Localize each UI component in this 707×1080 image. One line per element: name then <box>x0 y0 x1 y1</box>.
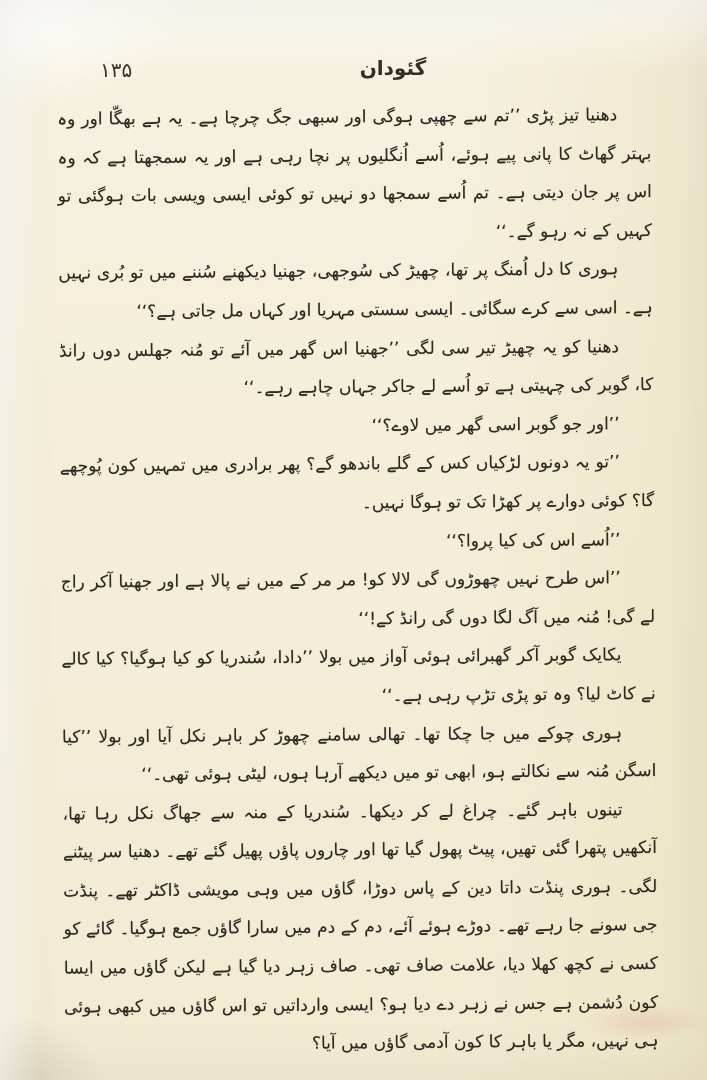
paragraph-7: ’’اس طرح نہیں چھوڑوں گی لالا کو! مر مر کے میں نے پالا ہے اور جھنیا آکر راج لے گی! مُنہ میں آگ لگا دوں گی رانڈ کے!‘‘ <box>60 568 656 630</box>
page-number: ۱۳۵ <box>100 58 133 82</box>
paragraph-6: ’’اُسے اس کی کیا پروا؟‘‘ <box>446 529 621 552</box>
paragraph-9: ہوری چوکے میں جا چکا تھا۔ تھالی سامنے چھوڑ کر باہر نکل آیا اور بولا ’’کیا اسگن مُنہ سے نکالتے ہو، ابھی تو میں دیکھے آرہا ہوں، لیٹی ہوئی تھی۔‘‘ <box>61 722 657 786</box>
paragraph-2: ہوری کا دل اُمنگ پر تھا، چھیڑ کی سُوجھی، جھنیا دیکھنے سُننے میں تو بُری نہیں ہے۔ اسی سے کرے سگائی۔ ایسی سستی مہریا اور کہاں مل جاتی ہے؟‘‘ <box>58 259 653 323</box>
paragraph-3: دھنیا کو یہ چھیڑ تیر سی لگی ’’جھنیا اس گھر میں آئے تو مُنہ جھلس دوں رانڈ کا، گوبر کی چہیتی ہے تو اُسے لے جاکر جہاں چاہے رہے۔‘‘ <box>58 336 654 399</box>
paragraph-1: دھنیا تیز پڑی ’’تم سے چھپی ہوگی اور سبھی جگ چرچا ہے۔ یہ ہے بھگّا اور وہ بہتر گھاٹ کا پانی پیے ہوئے، اُسے اُنگلیوں پر نچا رہی ہے اور یہ سمجھتا ہے کہ وہ اس پر جان دیتی ہے۔ تم اُسے سمجھا دو نہیں تو کوئی ایسی ویسی بات ہوگئی تو کہیں کے نہ رہو گے۔‘‘ <box>57 105 653 243</box>
paragraph-5: ’’تو یہ دونوں لڑکیاں کس کے گلے باندھو گے؟ پھر برادری میں تمہیں کون پُوچھے گا؟ کوئی دوارے پر کھڑا تک تو ہوگا نہیں۔ <box>59 452 655 514</box>
paragraph-4: ’’اور جو گوبر اسی گھر میں لاوے؟‘‘ <box>371 414 620 436</box>
page-text-block <box>57 96 659 1065</box>
running-header-title: گئودان <box>359 56 427 80</box>
paragraph-8: یکایک گوبر آکر گھبرائی ہوئی آواز میں بولا ’’دادا، سُندریا کو کیا ہوگیا؟ کیا کالے نے کاٹ لیا؟ وہ تو پڑی تڑپ رہی ہے۔‘‘ <box>61 645 656 707</box>
paragraph-10: تینوں باہر گئے۔ چراغ لے کر دیکھا۔ سُندریا کے منہ سے جھاگ نکل رہا تھا، آنکھیں پتھرا گئی تھیں، پیٹ پھول گیا تھا اور چاروں پاؤں پھیل گئے تھے۔ دھنیا سر پیٹنے لگی۔ ہوری پنڈت داتا دین کے پاس دوڑا، گاؤں میں وہی مویشی ڈاکٹر تھے۔ پنڈت جی سونے جا رہے تھے۔ دوڑے ہوئے آئے، دم کے دم میں سارا گاؤں جمع ہوگیا۔ گائے کو کسی نے کچھ کھلا دیا، علامت صاف تھی۔ صاف زہر دیا گیا ہے لیکن گاؤں میں ایسا کون دُشمن ہے جس نے زہر دے دیا ہو؟ ایسی وارداتیں تو اس گاؤں میں کبھی ہوئی ہی نہیں، مگر یا باہر کا کون آدمی گاؤں میں آیا؟ <box>62 799 659 1054</box>
